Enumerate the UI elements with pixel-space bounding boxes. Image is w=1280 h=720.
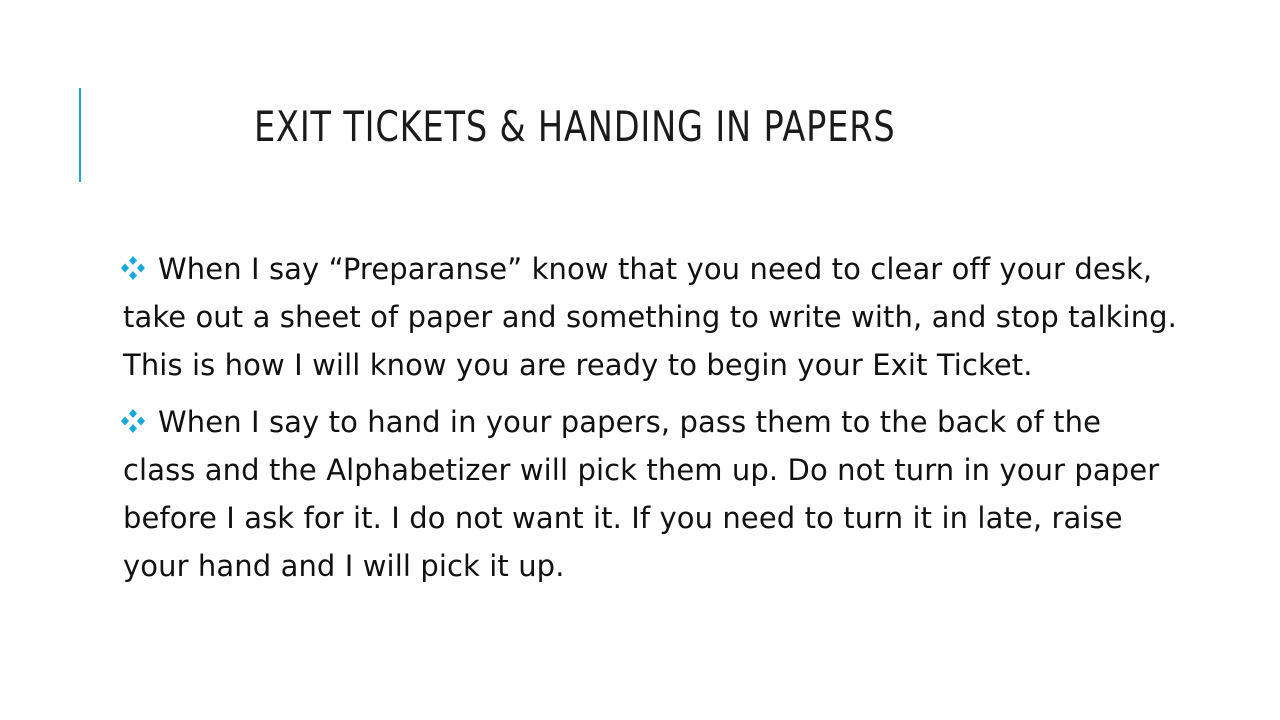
four-diamond-icon [118,408,148,434]
bullet-text: When I say to hand in your papers, pass them to the back of the class and the Alphabetizer will pick them up. Do not turn in your paper before I ask for it. I do not want it. If you need to turn it in late, raise your hand and I will pick it up. [123,405,1160,583]
four-diamond-icon [118,255,148,281]
title-accent-bar [79,88,81,182]
bullet-item [118,398,1178,590]
bullet-text: When I say “Preparanse” know that you need to clear off your desk, take out a sheet of paper and something to write with, and stop talking. This is how I will know you are ready to begin your Exit Ticket. [123,252,1178,382]
bullet-list [118,245,1178,599]
bullet-item [118,245,1178,389]
slide-title: EXIT TICKETS & HANDING IN PAPERS [254,102,896,151]
